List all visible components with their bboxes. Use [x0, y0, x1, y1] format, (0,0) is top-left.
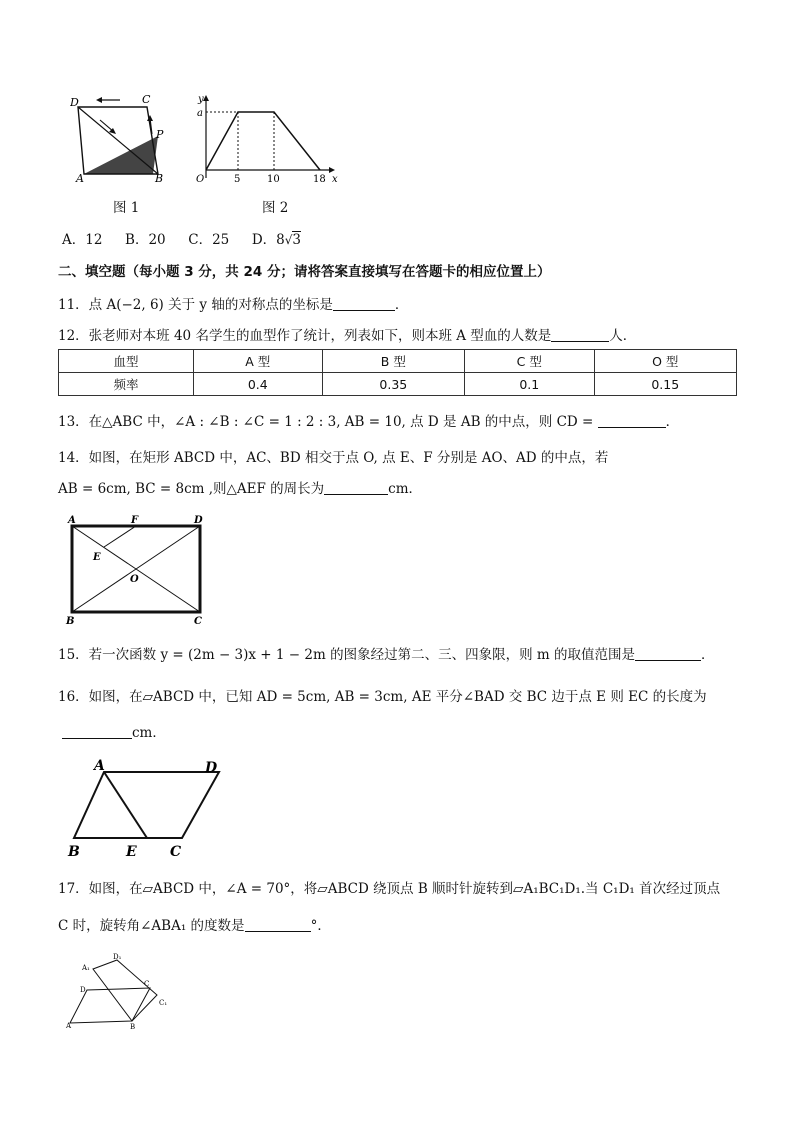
segment-ae — [104, 772, 147, 838]
table-cell: 血型 — [59, 350, 194, 373]
label-a: A — [94, 758, 105, 774]
table-row — [59, 373, 737, 396]
label-a: A — [68, 515, 76, 526]
label-c: C — [170, 844, 182, 860]
table-cell: 频率 — [59, 373, 194, 396]
label-y: y — [198, 94, 204, 105]
question-17-line-1: 17．如图，在▱ABCD 中，∠A = 70°，将▱ABCD 绕顶点 B 顺时针旋转到▱A₁BC₁D₁.当 C₁D₁ 首次经过顶点 — [58, 881, 721, 897]
table-cell: 0.35 — [322, 373, 464, 396]
question-14-line-1: 14．如图，在矩形 ABCD 中，AC、BD 相交于点 O, 点 E、F 分别是 AO、AD 的中点，若 — [58, 450, 609, 466]
parallelogram-figure — [62, 756, 232, 862]
x-axis-arrow — [329, 167, 335, 173]
question-13: 13．在△ABC 中，∠A : ∠B : ∠C = 1 : 2 : 3, AB = 10, 点 D 是 AB 的中点，则 CD = ． — [58, 414, 680, 430]
figure-1 — [70, 90, 175, 185]
option-d: D．8√3 — [251, 232, 302, 248]
parallelogram-abcd — [74, 772, 219, 838]
label-b: B — [68, 844, 80, 860]
label-c1: C₁ — [159, 999, 168, 1007]
table-cell: C 型 — [465, 350, 594, 373]
label-p: P — [156, 128, 164, 141]
label-c: C — [194, 616, 202, 627]
answer-blank — [635, 646, 701, 661]
label-d: D — [80, 986, 86, 994]
answer-blank — [551, 327, 609, 342]
figure-2 — [192, 92, 342, 187]
question-16-line-1: 16．如图，在▱ABCD 中，已知 AD = 5cm, AB = 3cm, AE 平分∠BAD 交 BC 边于点 E 则 EC 的长度为 — [58, 689, 707, 705]
label-b: B — [155, 172, 164, 185]
option-c: C．25 — [188, 232, 230, 248]
label-o: O — [130, 574, 139, 585]
table-cell: 0.4 — [194, 373, 323, 396]
label-a1: A₁ — [82, 964, 90, 972]
label-b: B — [66, 616, 75, 627]
y-axis-arrow — [203, 95, 209, 101]
tick-18: 18 — [313, 174, 326, 185]
table-cell: 0.1 — [465, 373, 594, 396]
table-cell: B 型 — [322, 350, 464, 373]
rectangle-figure — [62, 512, 210, 628]
label-o: O — [196, 174, 205, 185]
blood-type-table — [58, 349, 737, 396]
label-d1: D₁ — [113, 953, 122, 961]
tick-5: 5 — [234, 174, 241, 185]
label-c: C — [144, 980, 150, 988]
tick-10: 10 — [267, 174, 280, 185]
question-17-line-2: C 时，旋转角∠ABA₁ 的度数是 °． — [58, 918, 331, 934]
label-x: x — [332, 174, 338, 185]
label-d: D — [194, 515, 203, 526]
table-cell: O 型 — [594, 350, 737, 373]
option-a: A．12 — [62, 232, 103, 248]
table-header-row — [59, 350, 737, 373]
q10-options — [62, 231, 301, 249]
graph-line — [206, 112, 320, 170]
option-b: B．20 — [125, 232, 166, 248]
arrow-top-head — [96, 97, 102, 103]
section-2-title: 二、填空题（每小题 3 分，共 24 分；请将答案直接填写在答题卡的相应位置上） — [58, 264, 551, 280]
label-f: F — [131, 515, 139, 526]
label-d: D — [205, 760, 218, 776]
question-11: 11．点 A(−2, 6) 关于 y 轴的对称点的坐标是 ． — [58, 297, 409, 313]
label-a: a — [197, 108, 203, 119]
answer-blank — [333, 296, 395, 311]
label-e: E — [93, 552, 101, 563]
question-15: 15．若一次函数 y = (2m − 3)x + 1 − 2m 的图象经过第二、三、四象限，则 m 的取值范围是 ． — [58, 647, 715, 663]
rotation-figure — [60, 950, 180, 1030]
figure-1-caption: 图 1 — [113, 200, 140, 216]
segment-ef — [104, 526, 136, 547]
question-16-line-2: cm． — [62, 724, 166, 742]
label-e: E — [126, 844, 137, 860]
table-cell: 0.15 — [594, 373, 737, 396]
label-b: B — [130, 1023, 136, 1030]
table-cell: A 型 — [194, 350, 323, 373]
label-d: D — [70, 96, 79, 109]
shaded-triangle — [84, 136, 158, 174]
option-d-radicand: 3 — [292, 232, 302, 248]
label-c: C — [142, 93, 151, 106]
answer-blank — [62, 724, 132, 739]
answer-blank — [324, 480, 388, 495]
label-a: A — [76, 172, 84, 185]
parallelogram-a1bc1d1 — [93, 960, 157, 1021]
label-a: A — [66, 1022, 72, 1030]
question-14-line-2: AB = 6cm, BC = 8cm ,则△AEF 的周长为 cm． — [58, 481, 423, 497]
question-12: 12．张老师对本班 40 名学生的血型作了统计，列表如下，则本班 A 型血的人数是 人． — [58, 328, 637, 344]
figure-2-caption: 图 2 — [262, 200, 289, 216]
answer-blank — [245, 917, 311, 932]
answer-blank — [598, 413, 666, 428]
